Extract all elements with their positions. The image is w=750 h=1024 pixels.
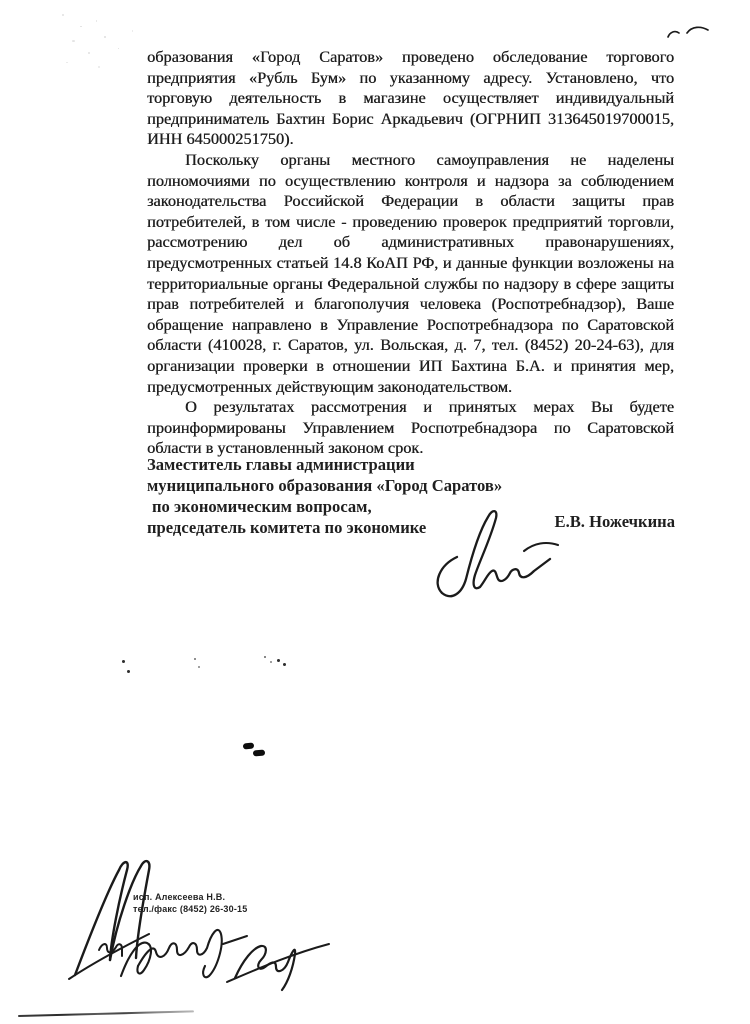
signer-title-line-3: по экономическим вопросам, <box>152 497 372 516</box>
scan-edge-line <box>18 1010 194 1017</box>
executor-phone: тел./факс (8452) 26-30-15 <box>133 903 248 914</box>
scan-noise-dot <box>80 26 82 27</box>
signer-name: Е.В. Ножечкина <box>554 512 675 531</box>
body-paragraph-2: Поскольку органы местного самоуправления не наделены полномочиями по осуществлению контроля и надзора за соблюдением законодательства Российской Федерации в области защиты прав потребителей, в том числе - проведению проверок предприятий торговли, рассмотрению дел об административных правонарушениях, предусмотренных статьей 14.8 КоАП РФ, и данные функции возложены на территориальные органы Федеральной службы по надзору в сфере защиты прав потребителей и благополучия человека (Роспотребнадзор), Ваше обращение направлено в Управление Роспотребнадзора по Саратовской области (410028, г. Саратов, ул. Вольская, д. 7, тел. (8452) 20-24-63), для организации проверки в отношении ИП Бахтина Б.А. и принятия мер, предусмотренных действующим законодательством. <box>147 149 674 396</box>
scan-noise-dot <box>104 36 106 38</box>
ink-dash <box>243 742 255 749</box>
scan-noise-dot <box>88 52 90 54</box>
body-paragraph-1: образования «Город Саратов» проведено обследование торгового предприятия «Рубль Бум» по указанному адресу. Установлено, что торговую деятельность в магазине осуществляет индивидуальный предприниматель Бахтин Борис Аркадьевич (ОГРНИП 313645019700015, ИНН 645000251750). <box>147 47 674 149</box>
signer-title-line-2: муниципального образования «Город Саратов» <box>147 476 503 495</box>
ink-speck <box>283 663 286 666</box>
scan-noise-dot <box>132 30 133 32</box>
handwritten-signature-main <box>422 505 572 605</box>
scan-noise-dot <box>62 14 64 16</box>
body-paragraph-3: О результатах рассмотрения и принятых мерах Вы будете проинформированы Управлением Роспотребнадзора по Саратовской области в установленный законом срок. <box>147 397 674 458</box>
scan-noise-dot <box>66 62 68 63</box>
ink-speck <box>270 661 272 663</box>
scan-noise-dot <box>72 40 75 42</box>
executor-name: исп. Алексеева Н.В. <box>133 892 226 902</box>
ink-speck <box>122 660 125 663</box>
signer-title-line-1: Заместитель главы администрации <box>147 455 415 474</box>
scan-noise-dot <box>96 20 97 22</box>
ink-dash <box>253 750 265 757</box>
ink-speck <box>127 670 130 673</box>
signer-title-line-4: председатель комитета по экономике <box>147 518 427 537</box>
scan-noise-dot <box>118 48 119 49</box>
ink-speck <box>277 659 280 662</box>
handwritten-signatures-bottom <box>55 850 445 1000</box>
signature-block <box>147 454 675 538</box>
ink-speck <box>198 666 200 668</box>
ink-speck <box>194 658 196 660</box>
ink-speck <box>264 656 266 658</box>
letter-body <box>147 47 674 459</box>
handwritten-mark-topright <box>660 22 716 42</box>
scan-noise-dot <box>98 66 100 68</box>
